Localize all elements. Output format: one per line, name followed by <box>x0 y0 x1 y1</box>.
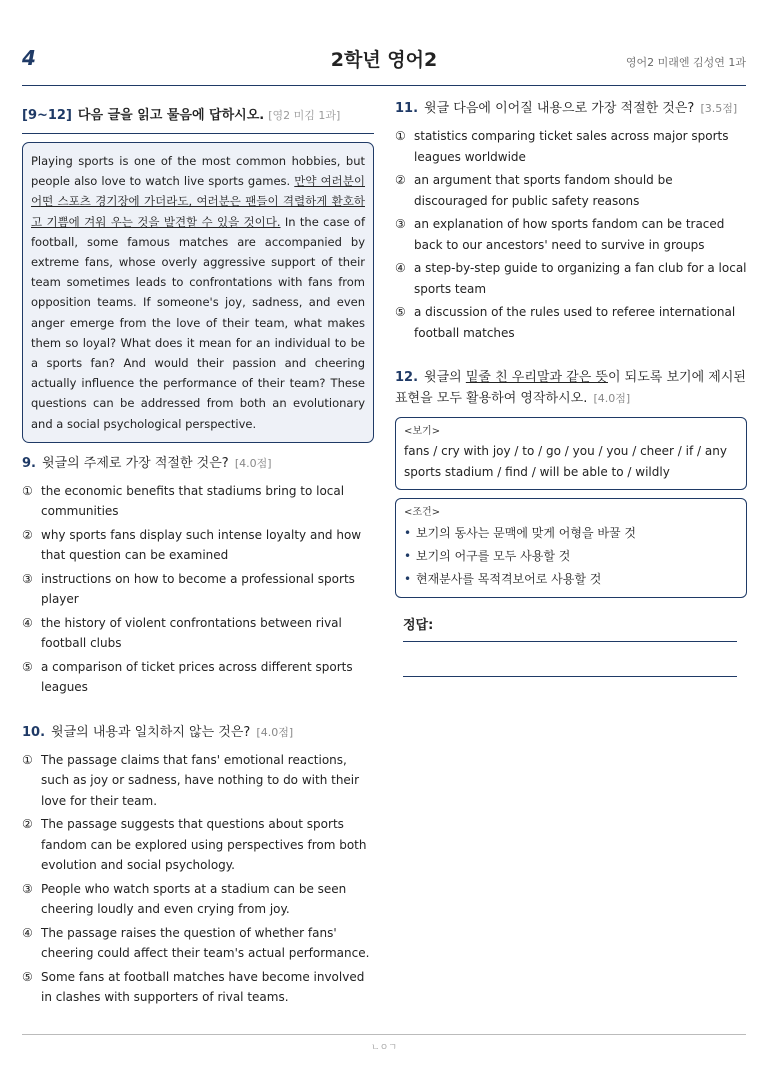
bogi-text: fans / cry with joy / to / go / you / you / cheer / if / any sports stadium / find / will be able to / wildly <box>404 444 727 479</box>
group-instruction: 다음 글을 읽고 물음에 답하시오. <box>77 108 265 123</box>
option-mark: ⑤ <box>22 659 33 674</box>
question-9-points: [4.0점] <box>234 456 272 470</box>
option-item[interactable] <box>395 170 747 211</box>
footer-divider <box>22 1034 746 1035</box>
option-mark: ⑤ <box>22 969 33 984</box>
option-item[interactable] <box>395 302 747 343</box>
question-11 <box>395 100 747 343</box>
question-9-number: 9. <box>22 455 36 471</box>
group-range: [9~12] <box>22 108 72 123</box>
right-column <box>395 100 747 677</box>
condition-item: • 현재분사를 목적격보어로 사용할 것 <box>404 568 738 591</box>
condition-label: <조건> <box>404 507 441 518</box>
option-mark: ① <box>22 752 33 767</box>
option-mark: ④ <box>22 615 33 630</box>
question-9-header <box>22 455 374 473</box>
page-number: 4 <box>22 46 36 70</box>
question-12 <box>395 367 747 677</box>
passage-underlined-sentence: 만약 여러분이 어떤 스포츠 경기장에 가더라도, 여러분은 팬들이 격렬하게 환호하고 기쁨에 겨워 우는 것을 발견할 수 있을 것이다. <box>31 174 366 229</box>
option-item[interactable] <box>22 750 374 812</box>
question-12-text-before: 윗글의 <box>424 370 466 385</box>
question-10-number: 10. <box>22 724 46 740</box>
question-11-options <box>395 126 747 343</box>
question-10-text: 윗글의 내용과 일치하지 않는 것은? <box>51 724 251 740</box>
group-source: [영2 미김 1과] <box>268 109 341 122</box>
condition-list <box>404 522 738 591</box>
option-item[interactable] <box>22 613 374 654</box>
answer-line-2[interactable] <box>403 676 737 677</box>
option-text: statistics comparing ticket sales across major sports leagues worldwide <box>414 129 729 164</box>
question-11-text: 윗글 다음에 이어질 내용으로 가장 적절한 것은? <box>424 101 695 116</box>
option-text: The passage claims that fans' emotional reactions, such as joy or sadness, have nothing to do with their love for their team. <box>41 752 360 808</box>
option-text: a discussion of the rules used to referee international football matches <box>414 305 736 340</box>
question-11-header <box>395 100 747 118</box>
option-item[interactable] <box>22 657 374 698</box>
question-10-points: [4.0점] <box>256 725 294 739</box>
option-mark: ② <box>395 173 406 187</box>
option-text: Some fans at football matches have become involved in clashes with supporters of rival teams. <box>41 969 365 1005</box>
option-text: a step-by-step guide to organizing a fan club for a local sports team <box>414 261 747 296</box>
bogi-label: <보기> <box>404 426 441 437</box>
question-12-header <box>395 367 747 409</box>
question-9 <box>22 455 374 698</box>
question-12-points: [4.0점] <box>593 392 631 405</box>
condition-box <box>395 498 747 598</box>
option-text: People who watch sports at a stadium can be seen cheering loudly and even crying from joy. <box>41 881 347 917</box>
answer-label: 정답: <box>403 618 434 633</box>
question-9-text: 윗글의 주제로 가장 적절한 것은? <box>41 455 229 471</box>
question-11-number: 11. <box>395 101 419 116</box>
option-item[interactable] <box>395 126 747 167</box>
option-text: instructions on how to become a professional sports player <box>41 571 355 607</box>
condition-item: • 보기의 어구를 모두 사용할 것 <box>404 545 738 568</box>
option-text: a comparison of ticket prices across different sports leagues <box>41 659 353 695</box>
question-12-text-after: 이 되도록 보기에 제시된 표현을 모두 활용하여 영작하시오. <box>395 370 746 406</box>
option-item[interactable] <box>395 214 747 255</box>
option-item[interactable] <box>22 879 374 920</box>
option-mark: ② <box>22 527 33 542</box>
question-10-header <box>22 724 374 742</box>
answer-line-1[interactable] <box>403 641 737 642</box>
option-item[interactable] <box>22 525 374 566</box>
question-12-number: 12. <box>395 370 419 385</box>
option-text: why sports fans display such intense loyalty and how that question can be examined <box>41 527 362 563</box>
question-10-options <box>22 750 374 1008</box>
passage-text-1: Playing sports is one of the most common hobbies, but people also love to watch live sports games. <box>31 154 365 189</box>
reading-passage <box>22 142 374 443</box>
option-mark: ① <box>395 129 406 143</box>
passage-text-2: In the case of football, some famous matches are accompanied by extreme fans, whose overly aggressive support of their team sometimes leads to confrontations with fans from opposition teams. If someone's joy, sadness, and even anger emerge from the love of their team, what makes them so loyal? What does it mean for an individual to be a sports fan? And would their passion and cheering actually influence the performance of their team? These questions can be addressed from both an evolutionary and a social psychological perspective. <box>31 214 366 431</box>
left-column <box>22 104 374 1011</box>
header-divider <box>22 85 746 86</box>
option-text: an argument that sports fandom should be discouraged for public safety reasons <box>414 173 673 208</box>
option-mark: ④ <box>395 261 406 275</box>
option-mark: ⑤ <box>395 305 406 319</box>
option-text: the history of violent confrontations between rival football clubs <box>41 615 342 651</box>
option-item[interactable] <box>22 814 374 876</box>
option-mark: ② <box>22 817 33 832</box>
question-12-text-underlined: 밑줄 친 우리말과 같은 뜻 <box>465 370 608 385</box>
option-text: The passage suggests that questions about sports fandom can be explored using perspectives from both evolution and social psychology. <box>41 817 367 873</box>
option-mark: ① <box>22 483 33 498</box>
bogi-box <box>395 417 747 490</box>
question-9-options <box>22 481 374 698</box>
page-subtitle: 영어2 미래엔 김성연 1과 <box>625 56 746 69</box>
option-text: an explanation of how sports fandom can be traced back to our ancestors' need to survive in groups <box>414 217 725 252</box>
option-mark: ③ <box>22 881 33 896</box>
option-text: The passage raises the question of whether fans' cheering could affect their team's actual performance. <box>41 925 370 961</box>
question-11-points: [3.5점] <box>700 102 738 115</box>
footer-mark: ㄴㅇㄱ <box>370 1043 398 1053</box>
option-item[interactable] <box>22 967 374 1008</box>
question-group-header <box>22 104 374 134</box>
question-10 <box>22 724 374 1008</box>
option-mark: ④ <box>22 925 33 940</box>
option-item[interactable] <box>22 569 374 610</box>
page-title: 2학년 영어2 <box>330 49 438 71</box>
condition-item: • 보기의 동사는 문맥에 맞게 어형을 바꿀 것 <box>404 522 738 545</box>
option-mark: ③ <box>22 571 33 586</box>
option-item[interactable] <box>22 923 374 964</box>
option-text: the economic benefits that stadiums bring to local communities <box>41 483 345 519</box>
option-mark: ③ <box>395 217 406 231</box>
option-item[interactable] <box>395 258 747 299</box>
option-item[interactable] <box>22 481 374 522</box>
